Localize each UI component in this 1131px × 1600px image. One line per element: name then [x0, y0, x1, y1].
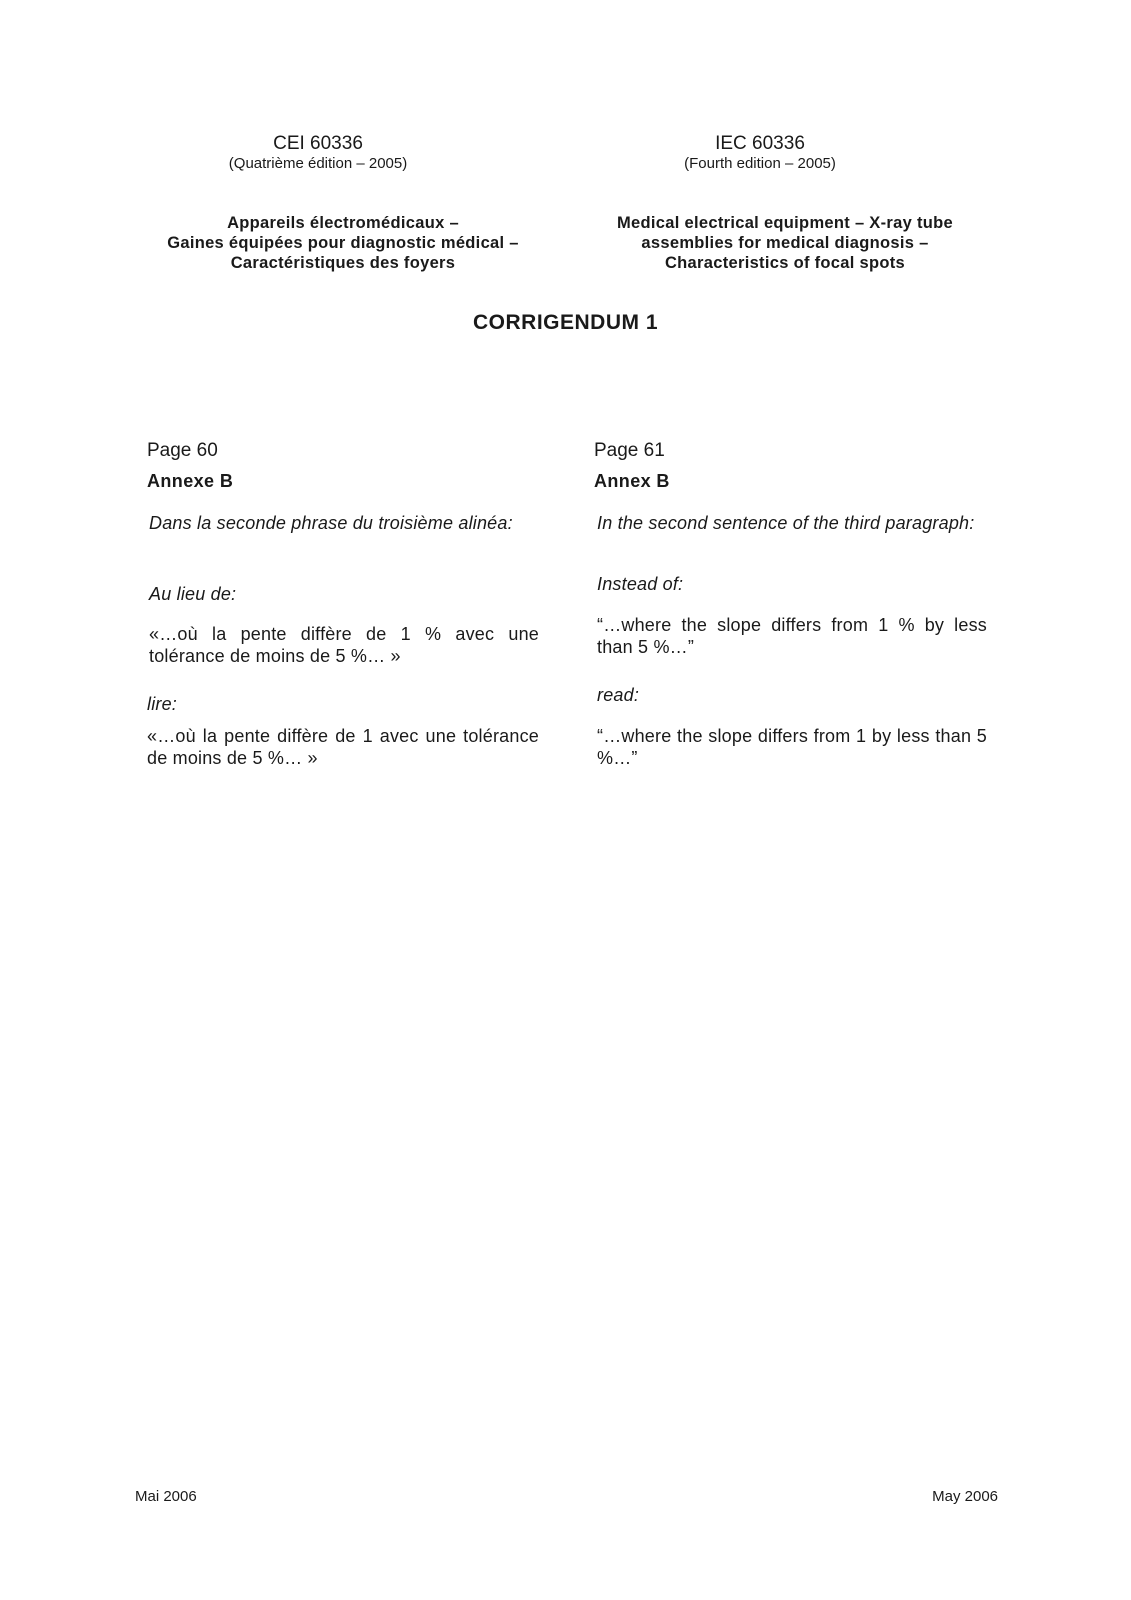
title-fr-line-3: Caractéristiques des foyers	[230, 254, 456, 272]
page-ref-en: Page 61	[594, 440, 665, 461]
edition-fr: (Quatrième édition – 2005)	[228, 155, 408, 172]
footer-date-en: May 2006	[932, 1488, 998, 1505]
title-en-line-3: Characteristics of focal spots	[664, 254, 906, 272]
instead-text-fr: «…où la pente diffère de 1 % avec une tolérance de moins de 5 %… »	[149, 624, 539, 666]
instruction-fr: Dans la seconde phrase du troisième alinéa:	[149, 513, 513, 533]
standard-code-fr: CEI 60336	[273, 133, 363, 154]
annex-heading-en: Annex B	[594, 471, 670, 491]
title-fr-line-2: Gaines équipées pour diagnostic médical –	[167, 234, 519, 252]
read-label-en: read:	[597, 685, 640, 705]
annex-heading-fr: Annexe B	[147, 471, 234, 491]
footer-date-fr: Mai 2006	[135, 1488, 197, 1505]
read-text-fr: «…où la pente diffère de 1 avec une tolérance de moins de 5 %… »	[147, 726, 539, 768]
instead-label-en: Instead of:	[597, 574, 684, 594]
header-left	[118, 133, 518, 173]
corrigendum-heading: CORRIGENDUM 1	[472, 311, 658, 334]
title-en-line-2: assemblies for medical diagnosis –	[641, 234, 929, 252]
title-en	[560, 213, 1010, 273]
title-fr	[118, 213, 568, 273]
standard-code-en: IEC 60336	[715, 133, 805, 154]
instead-label-fr: Au lieu de:	[149, 584, 237, 604]
read-label-fr: lire:	[147, 694, 178, 714]
instruction-en: In the second sentence of the third paragraph:	[597, 513, 975, 533]
header-right	[560, 133, 960, 173]
page-ref-fr: Page 60	[147, 440, 218, 461]
read-text-en: “…where the slope differs from 1 by less than 5 %…”	[597, 726, 987, 768]
title-fr-line-1: Appareils électromédicaux –	[227, 214, 459, 232]
instead-text-en: “…where the slope differs from 1 % by less than 5 %…”	[597, 615, 987, 657]
title-en-line-1: Medical electrical equipment – X-ray tube	[617, 214, 953, 232]
edition-en: (Fourth edition – 2005)	[684, 155, 836, 172]
